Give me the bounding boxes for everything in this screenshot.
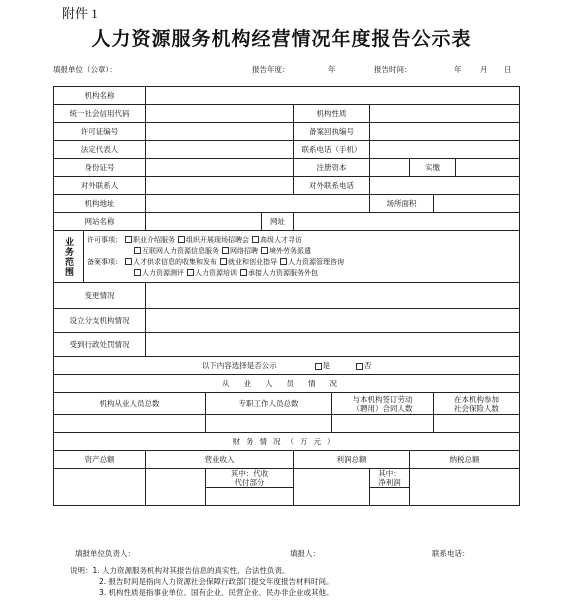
report-year-label: 报告年度： bbox=[252, 65, 290, 74]
checkbox[interactable] bbox=[134, 247, 141, 254]
site-area-label: 场所面积 bbox=[370, 195, 434, 213]
tax-label: 纳税总额 bbox=[410, 451, 520, 469]
legal-rep-label: 法定代表人 bbox=[54, 141, 146, 159]
license-no-field[interactable] bbox=[146, 123, 294, 141]
checkbox[interactable] bbox=[261, 247, 268, 254]
row-credit-code bbox=[54, 105, 520, 123]
row-ext-contact bbox=[54, 177, 520, 195]
website-label: 网址 bbox=[262, 213, 294, 231]
total-assets-label: 资产总额 bbox=[54, 451, 146, 469]
checkbox[interactable] bbox=[252, 236, 259, 243]
business-scope-label: 业务范围 bbox=[54, 231, 84, 283]
address-field[interactable] bbox=[146, 195, 370, 213]
checkbox[interactable] bbox=[222, 247, 229, 254]
row-staff-section bbox=[54, 375, 520, 393]
fulltime-field[interactable] bbox=[206, 415, 332, 433]
checkbox[interactable] bbox=[125, 258, 132, 265]
date-day: 日 bbox=[504, 65, 512, 74]
disclose-question: 以下内容选择是否公示 是 否 bbox=[54, 357, 520, 375]
row-website bbox=[54, 213, 520, 231]
paid-in-field[interactable] bbox=[456, 159, 520, 177]
address-label: 机构地址 bbox=[54, 195, 146, 213]
change-field[interactable] bbox=[146, 283, 520, 309]
row-org-name bbox=[54, 87, 520, 105]
profit-field[interactable] bbox=[294, 469, 370, 506]
record-no-label: 备案回执编号 bbox=[294, 123, 370, 141]
note-label: 说明： bbox=[70, 566, 93, 575]
id-no-field[interactable] bbox=[146, 159, 294, 177]
date-year: 年 bbox=[454, 65, 462, 74]
note-2: 2. 报告时间是指向人力资源社会保障行政部门提交年度报告材料时间。 bbox=[99, 577, 334, 586]
agency-field[interactable] bbox=[206, 488, 294, 506]
checkbox[interactable] bbox=[280, 258, 287, 265]
row-disclose bbox=[54, 357, 520, 375]
report-time-label: 报告时间： bbox=[374, 65, 412, 74]
contract-field[interactable] bbox=[332, 415, 434, 433]
profit-label: 利润总额 bbox=[294, 451, 410, 469]
fulltime-label: 专职工作人员总数 bbox=[206, 393, 332, 415]
site-name-field[interactable] bbox=[146, 213, 262, 231]
license-no-label: 许可证编号 bbox=[54, 123, 146, 141]
org-name-label: 机构名称 bbox=[54, 87, 146, 105]
row-penalty bbox=[54, 333, 520, 357]
site-area-field[interactable] bbox=[434, 195, 520, 213]
reg-capital-label: 注册资本 bbox=[294, 159, 370, 177]
checkbox[interactable] bbox=[134, 269, 141, 276]
ext-phone-field[interactable] bbox=[370, 177, 520, 195]
business-scope-options: 许可事项： 职业介绍服务 组织开展现场招聘会 高级人才寻访 互联网人力资源信息服务 网络招聘 境外劳务派遣 备案事项： 人才供求信息的收集和发布 就业和创业指导 人力资源管理咨询 人力资源测评 人力资源培训 承接人力资源服务外包 bbox=[84, 231, 520, 283]
org-nature-label: 机构性质 bbox=[294, 105, 370, 123]
row-change bbox=[54, 283, 520, 309]
legal-rep-field[interactable] bbox=[146, 141, 294, 159]
website-field[interactable] bbox=[294, 213, 520, 231]
yes-checkbox[interactable] bbox=[315, 363, 322, 370]
branch-label: 设立分支机构情况 bbox=[54, 309, 146, 333]
id-no-label: 身份证号 bbox=[54, 159, 146, 177]
staff-section-title: 从业人员情况 bbox=[54, 375, 520, 393]
report-form-table bbox=[53, 86, 520, 506]
credit-code-field[interactable] bbox=[146, 105, 294, 123]
penalty-field[interactable] bbox=[146, 333, 520, 357]
tax-field[interactable] bbox=[410, 469, 520, 506]
row-address bbox=[54, 195, 520, 213]
phone-label: 联系电话： bbox=[432, 549, 470, 558]
finance-section-title: 财务情况（万元） bbox=[54, 433, 520, 451]
penalty-label: 受到行政处罚情况 bbox=[54, 333, 146, 357]
attachment-label: 附件 1 bbox=[62, 6, 98, 21]
row-finance-sub1 bbox=[54, 469, 520, 488]
agency-label: 其中：代收 代付部分 bbox=[206, 469, 294, 488]
reg-capital-field[interactable] bbox=[370, 159, 410, 177]
org-nature-field[interactable] bbox=[370, 105, 520, 123]
revenue-field[interactable] bbox=[146, 469, 206, 506]
net-profit-field[interactable] bbox=[370, 488, 410, 506]
note-3: 3. 机构性质是指事业单位、国有企业、民营企业、民办非企业或其他。 bbox=[99, 588, 334, 597]
checkbox[interactable] bbox=[178, 236, 185, 243]
total-assets-field[interactable] bbox=[54, 469, 146, 506]
row-finance-section bbox=[54, 433, 520, 451]
net-profit-label: 其中： 净利润 bbox=[370, 469, 410, 488]
report-year-unit: 年 bbox=[328, 65, 336, 74]
permit-label: 许可事项： bbox=[87, 235, 122, 244]
page-title: 人力资源服务机构经营情况年度报告公示表 bbox=[91, 28, 472, 50]
row-staff-values bbox=[54, 415, 520, 433]
change-label: 变更情况 bbox=[54, 283, 146, 309]
no-checkbox[interactable] bbox=[356, 363, 363, 370]
checkbox[interactable] bbox=[125, 236, 132, 243]
row-finance-headers bbox=[54, 451, 520, 469]
branch-field[interactable] bbox=[146, 309, 520, 333]
row-license bbox=[54, 123, 520, 141]
org-name-field[interactable] bbox=[146, 87, 520, 105]
contact-phone-label: 联系电话（手机） bbox=[294, 141, 370, 159]
record-label: 备案事项： bbox=[87, 257, 122, 266]
notes bbox=[70, 565, 334, 598]
checkbox[interactable] bbox=[240, 269, 247, 276]
record-no-field[interactable] bbox=[370, 123, 520, 141]
ext-contact-field[interactable] bbox=[146, 177, 294, 195]
filler-label: 填报人： bbox=[290, 549, 320, 558]
site-name-label: 网站名称 bbox=[54, 213, 146, 231]
row-business-scope bbox=[54, 231, 520, 283]
ext-contact-label: 对外联系人 bbox=[54, 177, 146, 195]
row-id bbox=[54, 159, 520, 177]
contract-label: 与本机构签订劳动 （聘用）合同人数 bbox=[332, 393, 434, 415]
paid-in-label: 实缴 bbox=[410, 159, 456, 177]
contact-phone-field[interactable] bbox=[370, 141, 520, 159]
ext-phone-label: 对外联系电话 bbox=[294, 177, 370, 195]
note-1: 1. 人力资源服务机构对其报告信息的真实性、合法性负责。 bbox=[92, 566, 290, 575]
row-branch bbox=[54, 309, 520, 333]
responsible-label: 填报单位负责人： bbox=[75, 549, 135, 558]
filler-unit-label: 填报单位（公章）： bbox=[53, 65, 117, 74]
row-staff-headers bbox=[54, 393, 520, 415]
date-month: 月 bbox=[480, 65, 488, 74]
checkbox[interactable] bbox=[220, 258, 227, 265]
staff-total-label: 机构从业人员总数 bbox=[54, 393, 206, 415]
staff-total-field[interactable] bbox=[54, 415, 206, 433]
credit-code-label: 统一社会信用代码 bbox=[54, 105, 146, 123]
revenue-label: 营业收入 bbox=[146, 451, 294, 469]
row-legal-rep bbox=[54, 141, 520, 159]
social-label: 在本机构参加 社会保险人数 bbox=[434, 393, 520, 415]
checkbox[interactable] bbox=[187, 269, 194, 276]
social-field[interactable] bbox=[434, 415, 520, 433]
